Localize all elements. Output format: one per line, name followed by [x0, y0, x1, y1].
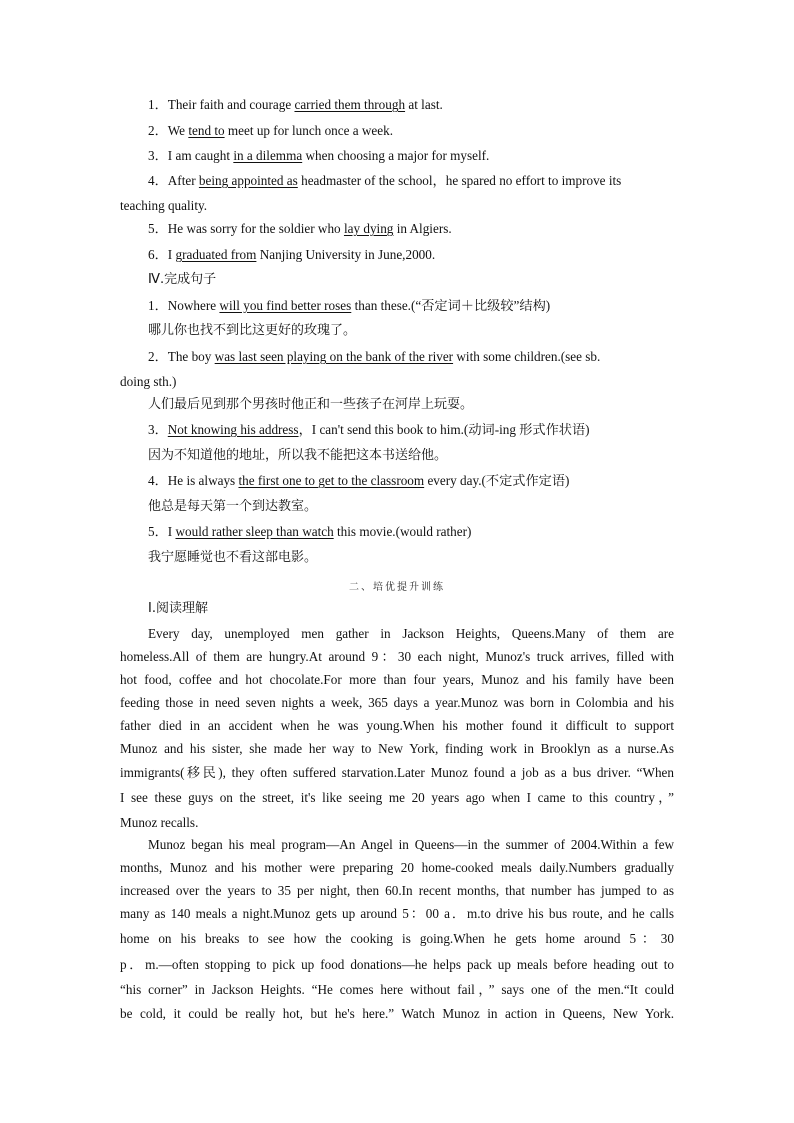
- ex3-line-6: [148, 246, 702, 264]
- passage-line: “his corner” in Jackson Heights. “He comes here without fail，” says one of the men.“It could: [120, 982, 674, 997]
- ex3-text: in Algiers.: [393, 221, 452, 236]
- ex4-line-4: [148, 472, 702, 490]
- ex4-text: every day.(不定式作定语): [424, 473, 570, 488]
- passage-line: I see these guys on the street, it's like seeing me 20 years ago when I came to this country，”: [120, 790, 674, 805]
- ex3-answer: being appointed as: [198, 173, 298, 188]
- ex3-text: meet up for lunch once a week.: [224, 123, 394, 138]
- ex4-text: 4．He is always: [148, 473, 239, 488]
- ex4-text: than these.(“否定词＋比级较”结构): [351, 298, 551, 313]
- passage-line: Munoz began his meal program—An Angel in Queens—in the summer of 2004.Within a few: [148, 837, 674, 852]
- passage-line: many as 140 meals a night.Munoz gets up around 5：00 a．m.to drive his bus route, and he calls: [120, 906, 674, 921]
- ex3-line-4-cont: [120, 197, 674, 215]
- passage-line: immigrants(移民), they often suffered starvation.Later Munoz found a job as a bus driver. “When: [120, 765, 674, 780]
- ex3-line-4: [148, 172, 702, 190]
- ex3-line-3: [148, 147, 702, 165]
- ex4-translation-4: 他总是每天第一个到达教室。: [148, 499, 318, 514]
- section-4-title: Ⅳ.完成句子: [148, 272, 217, 287]
- passage-line: p．m.—often stopping to pick up food donations—he helps pack up meals before heading out to: [120, 957, 674, 972]
- passage-line: be cold, it could be really hot, but he's here.” Watch Munoz in action in Queens, New York.: [120, 1006, 674, 1021]
- ex3-text: at last.: [405, 97, 443, 112]
- ex3-text: 2．We: [148, 123, 189, 138]
- ex4-text: ，I can't send this book to him.(动词-ing 形式作状语): [298, 422, 590, 437]
- passage-line: feeding those in need seven nights a week, 365 days a year.Munoz was born in Colombia and his: [120, 695, 674, 710]
- passage-line: Munoz recalls.: [120, 815, 199, 830]
- ex4-translation-5: 我宁愿睡觉也不看这部电影。: [148, 550, 318, 565]
- passage-line: home on his breaks to see how the cooking is going.When he gets home around 5：30: [120, 931, 674, 946]
- ex4-answer: will you find better roses: [219, 298, 352, 313]
- reading-title: Ⅰ.阅读理解: [148, 601, 208, 616]
- ex3-text: 1．Their faith and courage: [148, 97, 295, 112]
- ex4-line-2: [148, 348, 702, 366]
- ex3-text: headmaster of the school，he spared no effort to improve its: [297, 173, 622, 188]
- ex4-line-2-cont: doing sth.): [120, 374, 177, 389]
- ex4-text: with some children.(see sb.: [453, 349, 601, 364]
- ex4-translation-2: 人们最后见到那个男孩时他正和一些孩子在河岸上玩耍。: [148, 397, 474, 412]
- ex3-answer: in a dilemma: [233, 148, 303, 163]
- ex4-answer: was last seen playing on the bank of the river: [214, 349, 454, 364]
- section-2-heading: 二、培优提升训练: [349, 582, 445, 593]
- ex3-text: 4．After: [148, 173, 199, 188]
- ex3-line-5: [148, 220, 702, 238]
- ex4-text: this movie.(would rather): [333, 524, 472, 539]
- ex4-line-3: [148, 421, 702, 439]
- ex3-line-2: [148, 122, 702, 140]
- passage-line: increased over the years to 35 per night, then 60.In recent months, that number has jumped to as: [120, 883, 674, 898]
- ex3-answer: lay dying: [343, 221, 394, 236]
- ex4-answer: the first one to get to the classroom: [238, 473, 425, 488]
- passage-line: father died in an accident when he was young.When his mother found it difficult to support: [120, 718, 674, 733]
- ex4-translation-3: 因为不知道他的地址，所以我不能把这本书送给他。: [148, 448, 448, 463]
- ex3-text: Nanjing University in June,2000.: [256, 247, 436, 262]
- passage-line: hot food, coffee and hot chocolate.For more than four years, Munoz and his family have been: [120, 672, 674, 687]
- ex3-line-1: [148, 96, 702, 114]
- ex3-answer: tend to: [188, 123, 225, 138]
- ex4-text: 3．: [148, 422, 168, 437]
- passage-line: Munoz and his sister, she made her way to New York, finding work in Brooklyn as a nurse.As: [120, 741, 674, 756]
- ex4-translation-1: 哪儿你也找不到比这更好的玫瑰了。: [148, 323, 357, 338]
- ex3-text: teaching quality.: [120, 198, 208, 213]
- ex3-text: 5．He was sorry for the soldier who: [148, 221, 344, 236]
- ex4-text: 5．I: [148, 524, 176, 539]
- ex4-line-1: [148, 297, 702, 315]
- ex4-answer: Not knowing his address: [167, 422, 299, 437]
- passage-line: Every day, unemployed men gather in Jackson Heights, Queens.Many of them are: [148, 626, 674, 641]
- ex4-line-5: [148, 523, 702, 541]
- ex3-text: 3．I am caught: [148, 148, 234, 163]
- passage-line: homeless.All of them are hungry.At around 9：30 each night, Munoz's truck arrives, filled with: [120, 649, 674, 664]
- ex3-text: 6．I: [148, 247, 176, 262]
- ex3-answer: graduated from: [175, 247, 257, 262]
- ex3-answer: carried them through: [294, 97, 406, 112]
- ex3-text: when choosing a major for myself.: [302, 148, 490, 163]
- ex4-text: 1．Nowhere: [148, 298, 220, 313]
- passage-line: months, Munoz and his mother were preparing 20 home-cooked meals daily.Numbers gradually: [120, 860, 674, 875]
- ex4-text: 2．The boy: [148, 349, 215, 364]
- ex4-answer: would rather sleep than watch: [175, 524, 334, 539]
